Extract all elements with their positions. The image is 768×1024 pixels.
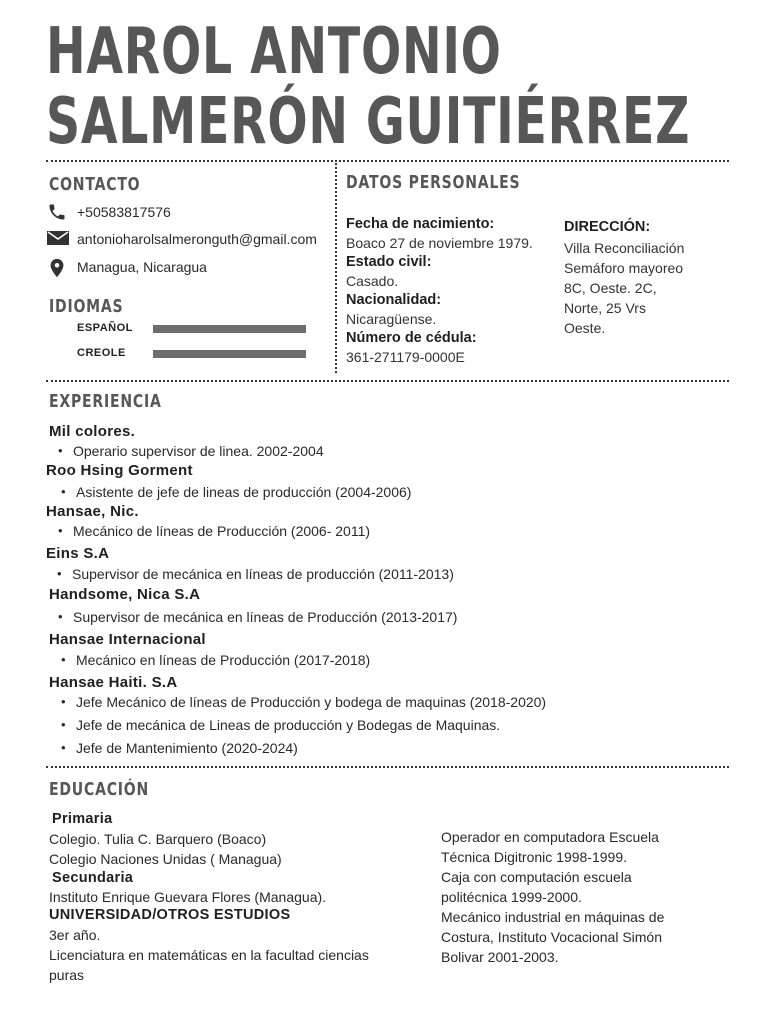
other-studies-line: Bolivar 2001-2003. [441,949,559,965]
divider-experience [46,380,729,382]
birth-value: Boaco 27 de noviembre 1979. [346,235,533,251]
civil-status-label: Estado civil: [346,254,432,270]
secondary-school: Instituto Enrique Guevara Flores (Managua). [49,889,327,905]
id-number-label: Número de cédula: [346,330,477,346]
language-label-spanish: ESPAÑOL [77,322,133,334]
envelope-icon [46,229,72,249]
secondary-heading: Secundaria [52,870,134,886]
location-text: Managua, Nicaragua [77,259,207,275]
job-item: • Jefe de Mantenimiento (2020-2024) [76,740,298,756]
primary-heading: Primaria [52,811,113,827]
phone-number: +50583817576 [77,204,171,220]
job-item: • Jefe Mecánico de líneas de Producción y bodega de maquinas (2018-2020) [76,694,546,710]
name-first-line: HAROL ANTONIO [46,15,502,89]
job-item: • Mecánico de líneas de Producción (2006- 2011) [73,523,370,539]
primary-school: Colegio. Tulia C. Barquero (Boaco) [49,831,267,847]
nationality-label: Nacionalidad: [346,292,442,308]
job-item: • Asistente de jefe de lineas de producción (2004-2006) [76,484,411,500]
company-name: Roo Hsing Gorment [46,462,193,479]
university-line: 3er año. [49,927,101,943]
job-item: • Operario supervisor de linea. 2002-2004 [73,443,324,459]
civil-status-value: Casado. [346,273,399,289]
job-item: • Supervisor de mecánica en líneas de producción (2011-2013) [72,566,454,582]
language-bar-creole [153,350,306,358]
company-name: Hansae Haiti. S.A [49,674,178,691]
personal-data-heading: DATOS PERSONALES [346,172,521,193]
company-name: Mil colores. [49,423,136,440]
languages-heading: IDIOMAS [49,296,124,317]
education-right-column [441,827,731,967]
university-line: puras [49,967,85,983]
company-name: Handsome, Nica S.A [49,586,201,603]
address-line: 8C, Oeste. 2C, [564,280,657,296]
job-item: • Supervisor de mecánica en líneas de Producción (2013-2017) [73,609,457,625]
divider-top [46,160,729,162]
language-bar-spanish [153,325,306,333]
divider-vertical [335,163,337,373]
address-line: Villa Reconciliación [564,240,685,256]
company-name: Eins S.A [46,545,110,562]
job-item: • Jefe de mecánica de Lineas de producción y Bodegas de Maquinas. [76,717,500,733]
other-studies-line: Costura, Instituto Vocacional Simón [441,929,663,945]
map-pin-icon [46,257,72,277]
university-line: Licenciatura en matemáticas en la facultad ciencias [49,947,369,963]
university-heading: UNIVERSIDAD/OTROS ESTUDIOS [49,907,291,923]
birth-label: Fecha de nacimiento: [346,216,495,232]
other-studies-line: politécnica 1999-2000. [441,889,582,905]
personal-data-block [346,215,561,367]
phone-icon [46,202,72,222]
address-block [564,218,724,338]
address-label: DIRECCIÓN: [564,219,651,235]
id-number-value: 361-271179-0000E [346,349,465,365]
other-studies-line: Mecánico industrial en máquinas de [441,909,665,925]
other-studies-line: Caja con computación escuela [441,869,632,885]
email-address: antonioharolsalmeronguth@gmail.com [77,231,317,247]
contact-heading: CONTACTO [49,174,141,195]
address-line: Semáforo mayoreo [564,260,684,276]
divider-education [46,766,729,768]
language-label-creole: CREOLE [77,347,126,359]
company-name: Hansae, Nic. [46,503,139,520]
name-second-line: SALMERÓN GUITIÉRREZ [46,85,691,159]
experience-heading: EXPERIENCIA [49,391,162,412]
primary-school: Colegio Naciones Unidas ( Managua) [49,851,282,867]
nationality-value: Nicaragüense. [346,311,437,327]
job-item: • Mecánico en líneas de Producción (2017-2018) [76,652,370,668]
company-name: Hansae Internacional [49,631,206,648]
address-line: Oeste. [564,320,606,336]
education-left-column [49,810,429,985]
other-studies-line: Operador en computadora Escuela [441,829,659,845]
education-heading: EDUCACIÓN [49,779,150,800]
other-studies-line: Técnica Digitronic 1998-1999. [441,849,627,865]
address-line: Norte, 25 Vrs [564,300,646,316]
